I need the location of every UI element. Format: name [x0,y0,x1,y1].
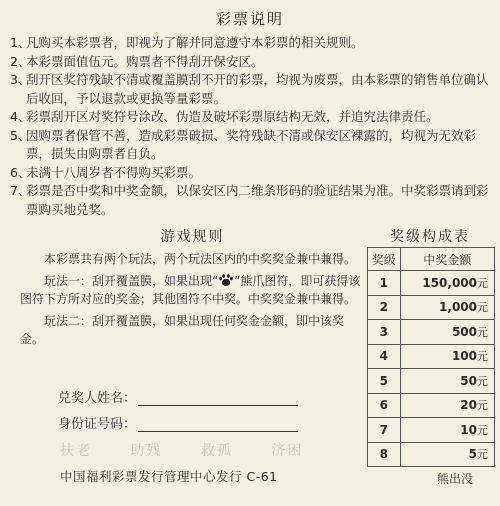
table-row [368,344,495,369]
prize-level: 2 [368,295,401,320]
rule-item [10,164,494,183]
rule-number: 7、 [10,183,31,198]
rule-number: 4、 [10,109,31,124]
currency-unit: 元 [477,448,488,462]
currency-unit: 元 [477,325,488,339]
prize-level: 7 [368,418,401,443]
prize-amount: 1,000 [439,300,477,315]
prize-amount: 100 [451,349,477,364]
prize-amount: 150,000 [422,275,477,290]
slogan: 救孤 [200,443,233,459]
currency-unit: 元 [477,423,488,437]
prize-amount-cell [400,442,494,467]
prize-level: 3 [368,320,401,345]
prize-amount-cell [400,295,494,320]
currency-unit: 元 [477,374,488,388]
rule-text: 彩票是否中奖和中奖金额，以保安区内二维条形码的验证结果为准。中奖彩票请到彩票购买地兑奖。 [26,183,489,217]
claimant-name-row [58,387,358,406]
prize-amount-cell [400,344,494,369]
prize-table-header [368,248,495,271]
id-number-line [138,417,298,432]
rule-item [10,108,494,127]
prize-amount: 10 [460,422,477,437]
rule-item [10,182,494,219]
header-level: 奖级 [368,248,401,271]
claimant-name-line [138,391,298,406]
prize-amount-cell [400,320,494,345]
currency-unit: 元 [477,399,488,413]
game-rules-title: 游戏规则 [160,229,225,245]
rule-number: 3、 [10,72,31,87]
bear-paw-icon [218,273,234,287]
prize-amount-cell [400,418,494,443]
rule-item [10,127,494,164]
table-row [368,369,495,394]
rule-text: 本彩票面值伍元。购票者不得刮开保安区。 [26,53,264,69]
slogan: 助残 [130,443,163,459]
prize-amount-cell [400,369,494,394]
rule-text: 凡购买本彩票者，即视为了解并同意遵守本彩票的相关规则。 [26,35,364,50]
play-one-text [20,272,365,308]
table-row [368,320,495,345]
rule-text: 刮开区奖符残缺不清或覆盖膜刮不开的彩票，均视为废票，由本彩票的销售单位确认后收回，予以退款或更换等量彩票。 [26,72,489,106]
prize-level: 4 [368,344,401,369]
rule-number: 5、 [10,127,31,143]
header-amount: 中奖金额 [400,248,494,271]
game-rules [20,226,365,352]
play-two-text: 玩法二：刮开覆盖膜，如果出现任何奖金金额，即中该奖金。 [20,314,345,346]
table-row [368,271,495,296]
currency-unit: 元 [477,276,488,290]
rule-text: 因购票者保管不善，造成彩票破损、奖符残缺不清或保安区裸露的，均视为无效彩票，损失由购票者自负。 [26,127,477,161]
rule-number: 6、 [10,164,31,180]
currency-unit: 元 [477,350,488,364]
id-number-label: 身份证号码： [58,417,137,432]
play-one-text-a: 玩法一：刮开覆盖膜，如果出现“ [44,274,219,288]
prize-level: 1 [368,271,401,296]
currency-unit: 元 [477,301,488,315]
rule-item [10,34,494,53]
claimant-name-label: 兑奖人姓名： [58,391,137,406]
table-row [368,393,495,418]
rule-text: 未满十八周岁者不得购买彩票。 [26,164,202,180]
slogan: 济困 [271,443,304,459]
slogan: 扶老 [60,443,92,459]
prize-amount: 20 [460,398,477,413]
rule-text: 彩票刮开区对奖符号涂改、伪造及破坏彩票原结构无效，并追究法律责任。 [26,109,439,124]
rule-item [10,71,494,108]
table-row [368,442,495,467]
prize-level: 8 [368,442,401,467]
game-intro: 本彩票共有两个玩法，两个玩法区内的中奖奖金兼中兼得。 [44,252,357,266]
page-title: 彩票说明 [215,10,284,28]
slogan-row [60,440,321,460]
table-row [368,418,495,443]
id-number-row [58,413,358,432]
prize-amount: 50 [460,373,477,388]
prize-amount-cell [400,393,494,418]
rule-number: 1、 [10,35,31,50]
prize-table [367,247,495,467]
prize-amount: 5 [468,447,477,462]
prize-amount: 500 [451,324,477,339]
table-row [368,295,495,320]
issuer-line: 中国福利彩票发行管理中心发行 C-61 [60,469,278,484]
play-one-text-b: ”熊爪图符，即可获得该图符下方所对应的奖金；其他图符不中奖。中奖奖金兼中兼得。 [20,274,361,306]
prize-table-title: 奖级构成表 [390,229,470,245]
printer-mark: 熊出没 [437,472,474,486]
rule-item [10,53,494,72]
prize-amount-cell [400,271,494,296]
rule-number: 2、 [10,53,31,69]
prize-level: 5 [368,369,401,394]
rules-list [10,34,494,219]
prize-level: 6 [368,393,401,418]
